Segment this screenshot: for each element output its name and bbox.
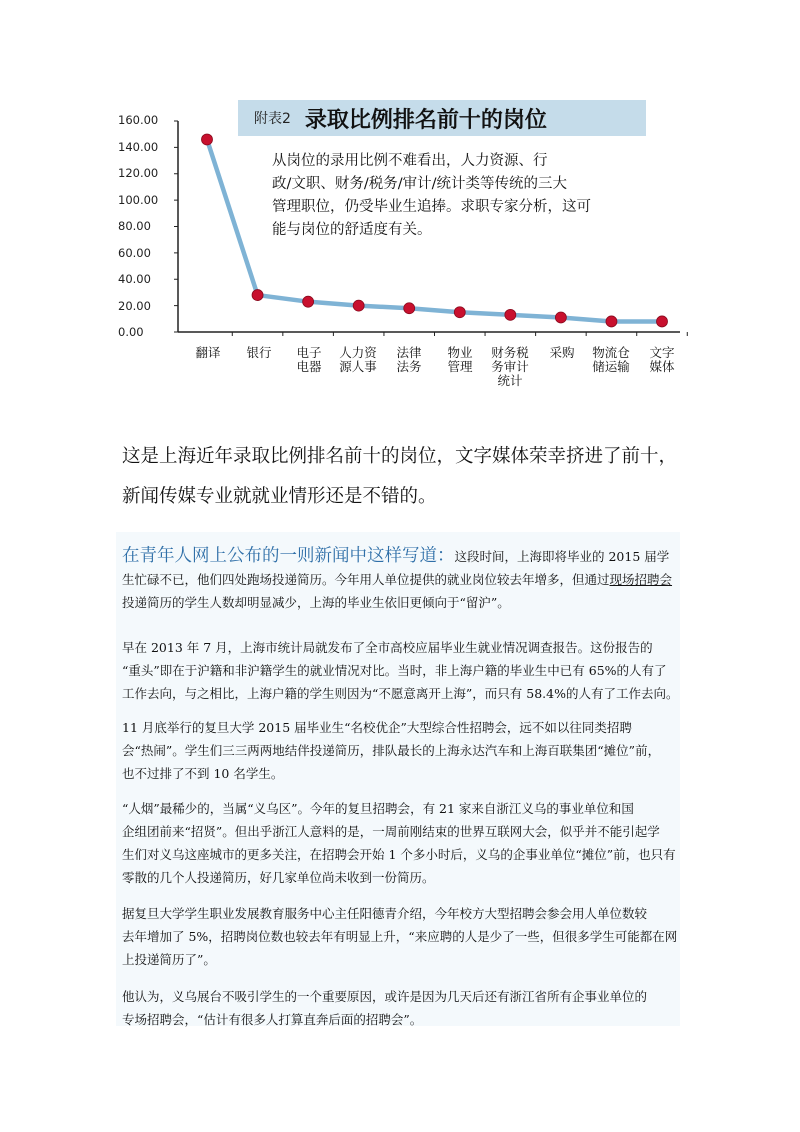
paragraph-line: 专场招聘会，“估计有很多人打算直奔后面的招聘会”。: [122, 1012, 423, 1027]
paragraph-line: 上投递简历了”。: [122, 952, 216, 967]
chart-title: 录取比例排名前十的岗位: [304, 107, 547, 133]
paragraph-line: 去年增加了 5%，招聘岗位数也较去年有明显上升，“来应聘的人是少了一些，但很多学生可能都在网: [122, 929, 678, 944]
data-point: [404, 303, 415, 314]
paragraph-line: “重头”即在于沪籍和非沪籍学生的就业情况对比。当时，非上海户籍的毕业生中已有 65%的人有了: [122, 663, 667, 678]
data-point: [606, 316, 617, 327]
x-category-label: 银行: [246, 345, 272, 360]
news-paragraph: [122, 716, 682, 785]
x-category-label: 物流仓 储运输: [592, 345, 630, 374]
paragraph-line: 早在 2013 年 7 月，上海市统计局就发布了全市高校应届毕业生就业情况调查报告。这份报告的: [122, 640, 653, 655]
annotation-line: 能与岗位的舒适度有关。: [272, 222, 432, 238]
x-category-label: 采购: [549, 345, 575, 360]
y-tick-label: 160.00: [118, 113, 159, 127]
paragraph-line: 也不过排了不到 10 名学生。: [122, 766, 284, 781]
news-intro-text: 生忙碌不已，他们四处跑场投递简历。今年用人单位提供的就业岗位较去年增多，但通过: [122, 572, 610, 587]
annotation-line: 政/文职、财务/税务/审计/统计类等传统的三大: [272, 176, 568, 192]
y-tick-label: 120.00: [118, 166, 159, 180]
news-intro-text: 这段时间，上海即将毕业的 2015 届学: [454, 549, 670, 564]
annotation-line: 管理职位，仍受毕业生追捧。求职专家分析，这可: [272, 199, 591, 215]
news-paragraph: [122, 902, 682, 971]
chart-title-prefix: 附表2: [254, 111, 291, 127]
x-category-label: 法律 法务: [396, 345, 422, 374]
paragraph-line: 据复旦大学学生职业发展教育服务中心主任阳德青介绍，今年校方大型招聘会参会用人单位数较: [122, 906, 648, 921]
news-intro: [122, 545, 682, 614]
x-category-label: 电子 电器: [296, 345, 322, 374]
data-point: [353, 300, 364, 311]
x-category-label: 人力资 源人事: [339, 345, 377, 374]
y-tick-label: 80.00: [118, 219, 151, 233]
paragraph-line: 生们对义乌这座城市的更多关注，在招聘会开始 1 个多小时后，义乌的企事业单位“摊位”前，也只有: [122, 847, 676, 862]
summary-paragraph: [122, 437, 692, 517]
news-paragraph: [122, 636, 682, 705]
paragraph-line: 这是上海近年录取比例排名前十的岗位，文字媒体荣幸挤进了前十，: [122, 446, 678, 467]
y-tick-label: 140.00: [118, 140, 159, 154]
data-point: [454, 307, 465, 318]
x-category-label: 财务税 务审计 统计: [491, 345, 529, 388]
x-category-label: 翻译: [195, 345, 221, 360]
paragraph-line: 他认为，义乌展台不吸引学生的一个重要原因，或许是因为几天后还有浙江省所有企事业单位的: [122, 989, 648, 1004]
news-headline-colon: ：: [437, 546, 455, 566]
data-point: [505, 309, 516, 320]
paragraph-line: 工作去向，与之相比，上海户籍的学生则因为“不愿意离开上海”，而只有 58.4%的人有了工作去向。: [122, 686, 679, 701]
paragraph-line: “人烟”最稀少的，当属“义乌区”。今年的复旦招聘会，有 21 家来自浙江义乌的事业单位和国: [122, 801, 634, 816]
paragraph-line: 11 月底举行的复旦大学 2015 届毕业生“名校优企”大型综合性招聘会，远不如以往同类招聘: [122, 720, 632, 735]
y-tick-label: 0.00: [118, 325, 144, 339]
paragraph-line: 会“热闹”。学生们三三两两地结伴投递简历，排队最长的上海永达汽车和上海百联集团“摊位”前，: [122, 743, 661, 758]
chart-annotation: [272, 150, 632, 242]
chart-title-box: [238, 100, 646, 136]
y-tick-label: 20.00: [118, 299, 151, 313]
news-paragraph: [122, 985, 682, 1031]
paragraph-line: 零散的几个人投递简历，好几家单位尚未收到一份简历。: [122, 870, 435, 885]
y-tick-label: 40.00: [118, 272, 151, 286]
data-point: [657, 316, 668, 327]
x-category-label: 文字 媒体: [649, 345, 675, 374]
recruitment-fair-link[interactable]: 现场招聘会: [609, 572, 673, 587]
paragraph-line: 企组团前来“招贤”。但出乎浙江人意料的是，一周前刚结束的世界互联网大会，似乎并不能引起学: [122, 824, 660, 839]
annotation-line: 从岗位的录用比例不难看出，人力资源、行: [272, 153, 548, 169]
paragraph-line: 新闻传媒专业就就业情形还是不错的。: [122, 486, 437, 507]
data-point: [202, 134, 213, 145]
y-tick-label: 100.00: [118, 193, 159, 207]
news-paragraph: [122, 797, 682, 889]
data-point: [555, 312, 566, 323]
news-headline: 在青年人网上公布的一则新闻中这样写道: [122, 546, 437, 566]
data-point: [303, 296, 314, 307]
x-category-label: 物业 管理: [447, 345, 473, 374]
data-point: [252, 290, 263, 301]
news-intro-text: 投递简历的学生人数却明显减少，上海的毕业生依旧更倾向于“留沪”。: [122, 595, 510, 610]
y-tick-label: 60.00: [118, 246, 151, 260]
